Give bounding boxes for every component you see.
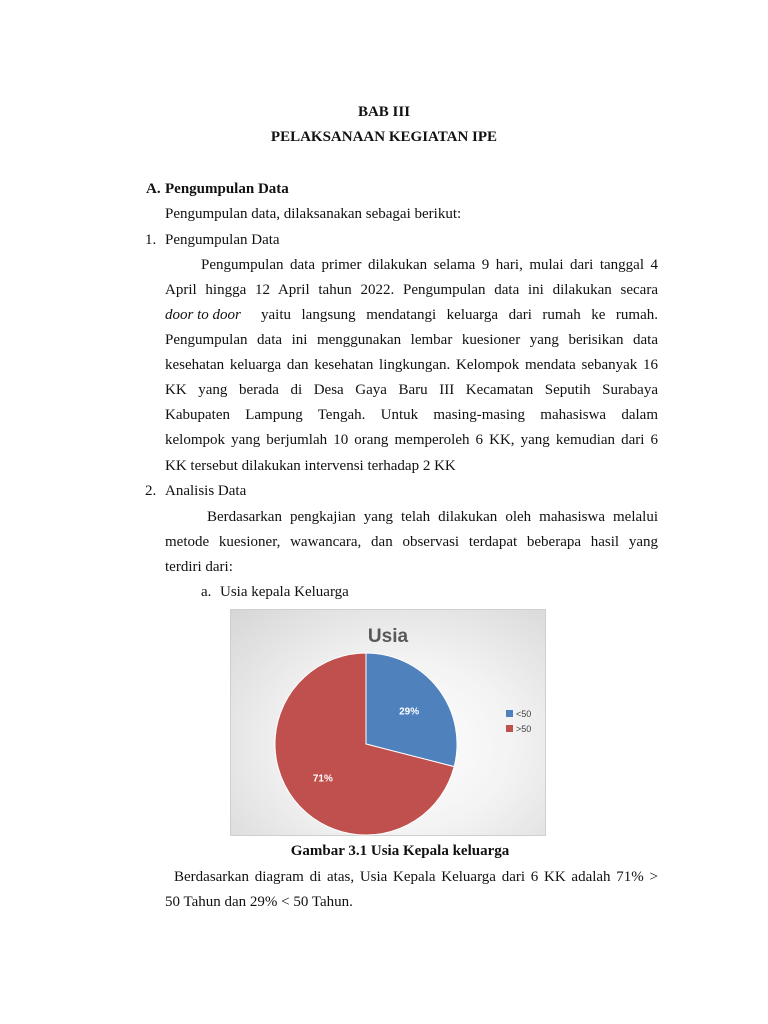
- legend-swatch: [506, 725, 513, 732]
- section-a-label: A.: [146, 181, 161, 197]
- sub-item-a-label: a.: [201, 584, 212, 600]
- item-1-paragraph-line: yaitu langsung mendatangi keluarga dari rumah ke rumah.: [261, 307, 658, 323]
- item-2-number: 2.: [145, 483, 157, 499]
- item-1-paragraph-line: KK yang berada di Desa Gaya Baru III Kecamatan Seputih Surabaya: [165, 382, 658, 398]
- item-1-paragraph-line: Pengumpulan data primer dilakukan selama 9 hari, mulai dari tanggal 4: [201, 257, 658, 273]
- item-1-heading: Pengumpulan Data: [165, 232, 280, 248]
- chapter-title: PELAKSANAAN KEGIATAN IPE: [270, 129, 498, 145]
- chart-legend: [506, 709, 531, 734]
- legend-swatch: [506, 710, 513, 717]
- pie-slices: [275, 653, 457, 835]
- legend-label: >50: [516, 724, 532, 734]
- item-2-paragraph-line: metode kuesioner, wawancara, dan observasi terdapat beberapa hasil yang: [165, 534, 658, 550]
- pie-chart-svg: [231, 610, 547, 837]
- legend-label: <50: [516, 709, 532, 719]
- section-a-heading: Pengumpulan Data: [165, 181, 289, 197]
- pie-chart: [230, 609, 546, 836]
- item-1-paragraph-line: Kabupaten Lampung Tengah. Untuk masing-masing mahasiswa dalam: [165, 407, 658, 423]
- item-1-paragraph-line: Pengumpulan data ini menggunakan lembar kuesioner yang berisikan data: [165, 332, 658, 348]
- item-1-number: 1.: [145, 232, 157, 248]
- item-2-paragraph-line: terdiri dari:: [165, 559, 233, 575]
- item-2-paragraph-line: Berdasarkan pengkajian yang telah dilakukan oleh mahasiswa melalui: [207, 509, 658, 525]
- sub-item-a-text: Usia kepala Keluarga: [220, 584, 349, 600]
- conclusion-line: 50 Tahun dan 29% < 50 Tahun.: [165, 894, 353, 910]
- item-1-italic-phrase: door to door: [165, 307, 241, 323]
- item-1-paragraph-line: KK tersebut dilakukan intervensi terhadap 2 KK: [165, 458, 456, 474]
- figure-caption: Gambar 3.1 Usia Kepala keluarga: [290, 843, 510, 859]
- item-1-paragraph-line: April hingga 12 April tahun 2022. Pengumpulan data ini dilakukan secara: [165, 282, 658, 298]
- chart-title: Usia: [367, 626, 409, 647]
- item-1-paragraph-line: kelompok yang berjumlah 10 orang memperoleh 6 KK, yang kemudian dari 6: [165, 432, 658, 448]
- data-label: 71%: [312, 773, 333, 785]
- data-label: 29%: [399, 706, 420, 718]
- item-2-heading: Analisis Data: [165, 483, 247, 499]
- conclusion-line: Berdasarkan diagram di atas, Usia Kepala Keluarga dari 6 KK adalah 71% >: [174, 869, 658, 885]
- item-1-paragraph-line: kesehatan keluarga dan kesehatan lingkungan. Kelompok mendata sebanyak 16: [165, 357, 658, 373]
- chapter-number: BAB III: [357, 104, 411, 120]
- section-a-intro: Pengumpulan data, dilaksanakan sebagai berikut:: [165, 206, 462, 222]
